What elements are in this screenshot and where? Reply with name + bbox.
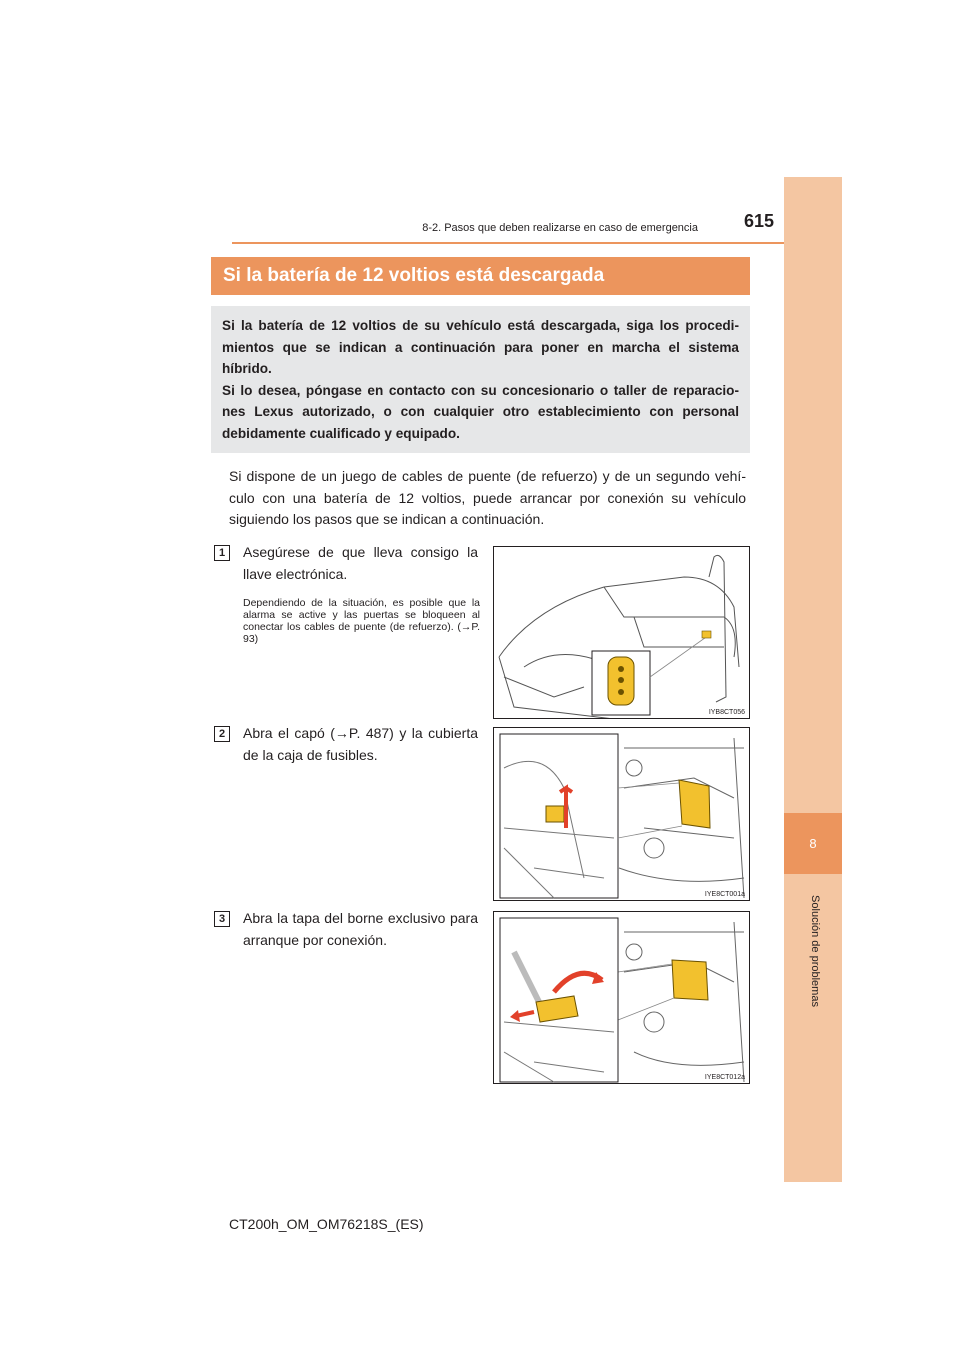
section-title: Si la batería de 12 voltios está descargada xyxy=(211,257,750,295)
figure-code-3: IYE8CT012a xyxy=(704,1074,745,1081)
step-number-2: 2 xyxy=(214,726,230,742)
figure-jump-terminal xyxy=(493,911,750,1084)
header-section-ref: 8-2. Pasos que deben realizarse en caso de emergencia xyxy=(422,222,698,234)
figure-smart-key xyxy=(493,546,750,719)
figure-fuse-box xyxy=(493,727,750,901)
step-number-1: 1 xyxy=(214,545,230,561)
document-code: CT200h_OM_OM76218S_(ES) xyxy=(229,1216,424,1232)
engine-bay-illustration xyxy=(494,728,750,901)
step-note-1: Dependiendo de la situación, es posible que la alarma se active y las puertas se bloqueen al conectar los cables de puente (de refuerzo). (→P. 93) xyxy=(243,597,480,645)
car-illustration xyxy=(494,547,750,719)
summary-paragraph-1: Si la batería de 12 voltios de su vehículo está descargada, siga los procedi-mientos que se indican a continuación para poner en marcha el sistema híbrido. xyxy=(222,318,739,376)
step-text-3: Abra la tapa del borne exclusivo para arranque por conexión. xyxy=(243,910,478,948)
summary-box xyxy=(211,306,750,453)
header-rule xyxy=(232,242,784,244)
terminal-illustration xyxy=(494,912,750,1084)
summary-paragraph-2: Si lo desea, póngase en contacto con su concesionario o taller de reparacio-nes Lexus autorizado, o con cualquier otro establecimiento con personal debidamente cualificado y equipado. xyxy=(222,382,739,441)
chapter-title: Solución de problemas xyxy=(809,895,821,1007)
figure-code-1: IYB8CT056 xyxy=(708,709,745,716)
step-text-1: Asegúrese de que lleva consigo la llave electrónica. xyxy=(243,544,478,582)
chapter-number: 8 xyxy=(784,813,842,874)
intro-paragraph: Si dispone de un juego de cables de puente (de refuerzo) y de un segundo vehí-culo con una batería de 12 voltios, puede arrancar por conexión su vehículo siguiendo los pasos que se indican a continuación. xyxy=(229,468,746,527)
page-number: 615 xyxy=(744,211,775,231)
figure-code-2: IYE8CT001a xyxy=(704,891,745,898)
step-number-3: 3 xyxy=(214,911,230,927)
chapter-sidebar xyxy=(784,177,842,1182)
step-text-2: Abra el capó (→P. 487) y la cubierta de la caja de fusibles. xyxy=(243,725,478,763)
